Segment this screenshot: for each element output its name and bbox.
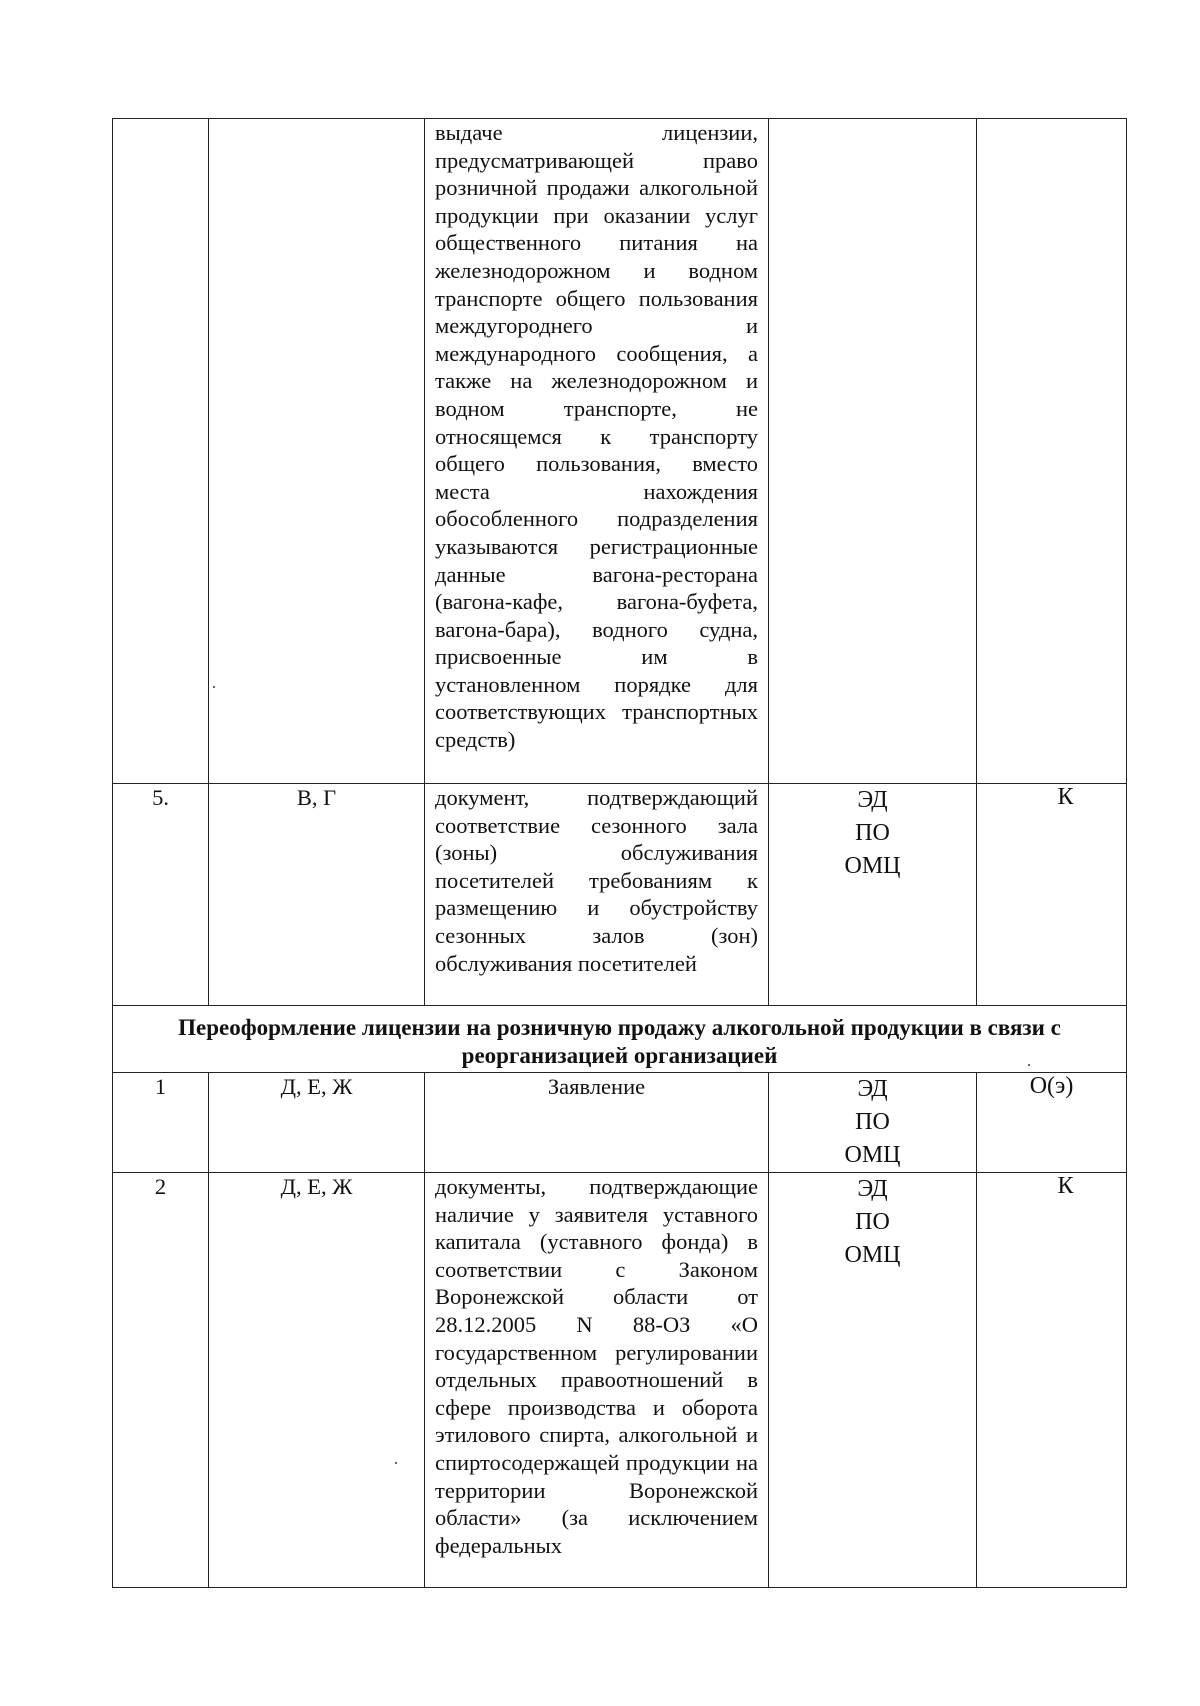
section-header-row bbox=[113, 1006, 1127, 1073]
row-document-text: документы, подтверждающие наличие у заявителя уставного капитала (уставного фонда) в соответствии с Законом Воронежской области от 28.12.2005 N 88-ОЗ «О государственном регулировании отдельных правоотношений в сфере производства и оборота этилового спирта, алкогольной и спиртосодержащей продукции на территории Воронежской области» (за исключением федеральных bbox=[425, 1173, 769, 1588]
row-type bbox=[977, 119, 1127, 784]
form-line: ПО bbox=[855, 1109, 890, 1135]
row-type: К bbox=[977, 1173, 1127, 1588]
form-line: ПО bbox=[855, 1209, 890, 1235]
table-row bbox=[113, 784, 1127, 1006]
scan-speck bbox=[213, 686, 215, 688]
form-line: ПО bbox=[855, 820, 890, 846]
row-forms bbox=[769, 119, 977, 784]
row-number bbox=[113, 119, 209, 784]
form-line: ОМЦ bbox=[844, 1242, 901, 1268]
form-line: ОМЦ bbox=[844, 1142, 901, 1168]
table-row bbox=[113, 1073, 1127, 1173]
table-row bbox=[113, 1173, 1127, 1588]
scan-speck bbox=[1028, 1064, 1030, 1066]
row-categories: В, Г bbox=[209, 784, 425, 1006]
requirements-table bbox=[112, 118, 1127, 1588]
row-categories: Д, Е, Ж bbox=[209, 1173, 425, 1588]
row-document-text: выдаче лицензии, предусматривающей право розничной продажи алкогольной продукции при оказании услуг общественного питания на железнодорожном и водном транспорте общего пользования междугороднего и международного сообщения, а также на железнодорожном и водном транспорте, не относящемся к транспорту общего пользования, вместо места нахождения обособленного подразделения указываются регистрационные данные вагона-ресторана (вагона-кафе, вагона-буфета, вагона-бара), водного судна, присвоенные им в установленном порядке для соответствующих транспортных средств) bbox=[425, 119, 769, 784]
row-document-text: документ, подтверждающий соответствие сезонного зала (зоны) обслуживания посетителей требованиям к размещению и обустройству сезонных залов (зон) обслуживания посетителей bbox=[425, 784, 769, 1006]
form-line: ЭД bbox=[857, 787, 888, 813]
row-forms bbox=[769, 1173, 977, 1588]
row-forms bbox=[769, 1073, 977, 1173]
row-number: 2 bbox=[113, 1173, 209, 1588]
row-forms bbox=[769, 784, 977, 1006]
form-line: ОМЦ bbox=[844, 853, 901, 879]
row-type: О(э) bbox=[977, 1073, 1127, 1173]
row-categories: Д, Е, Ж bbox=[209, 1073, 425, 1173]
table-row bbox=[113, 119, 1127, 784]
scan-speck bbox=[395, 1462, 397, 1464]
row-number: 1 bbox=[113, 1073, 209, 1173]
row-categories bbox=[209, 119, 425, 784]
form-line: ЭД bbox=[857, 1076, 888, 1102]
row-type: К bbox=[977, 784, 1127, 1006]
form-line: ЭД bbox=[857, 1176, 888, 1202]
section-title: Переоформление лицензии на розничную продажу алкогольной продукции в связи с реорганизацией организацией bbox=[113, 1006, 1127, 1073]
row-document-text: Заявление bbox=[425, 1073, 769, 1173]
row-number: 5. bbox=[113, 784, 209, 1006]
